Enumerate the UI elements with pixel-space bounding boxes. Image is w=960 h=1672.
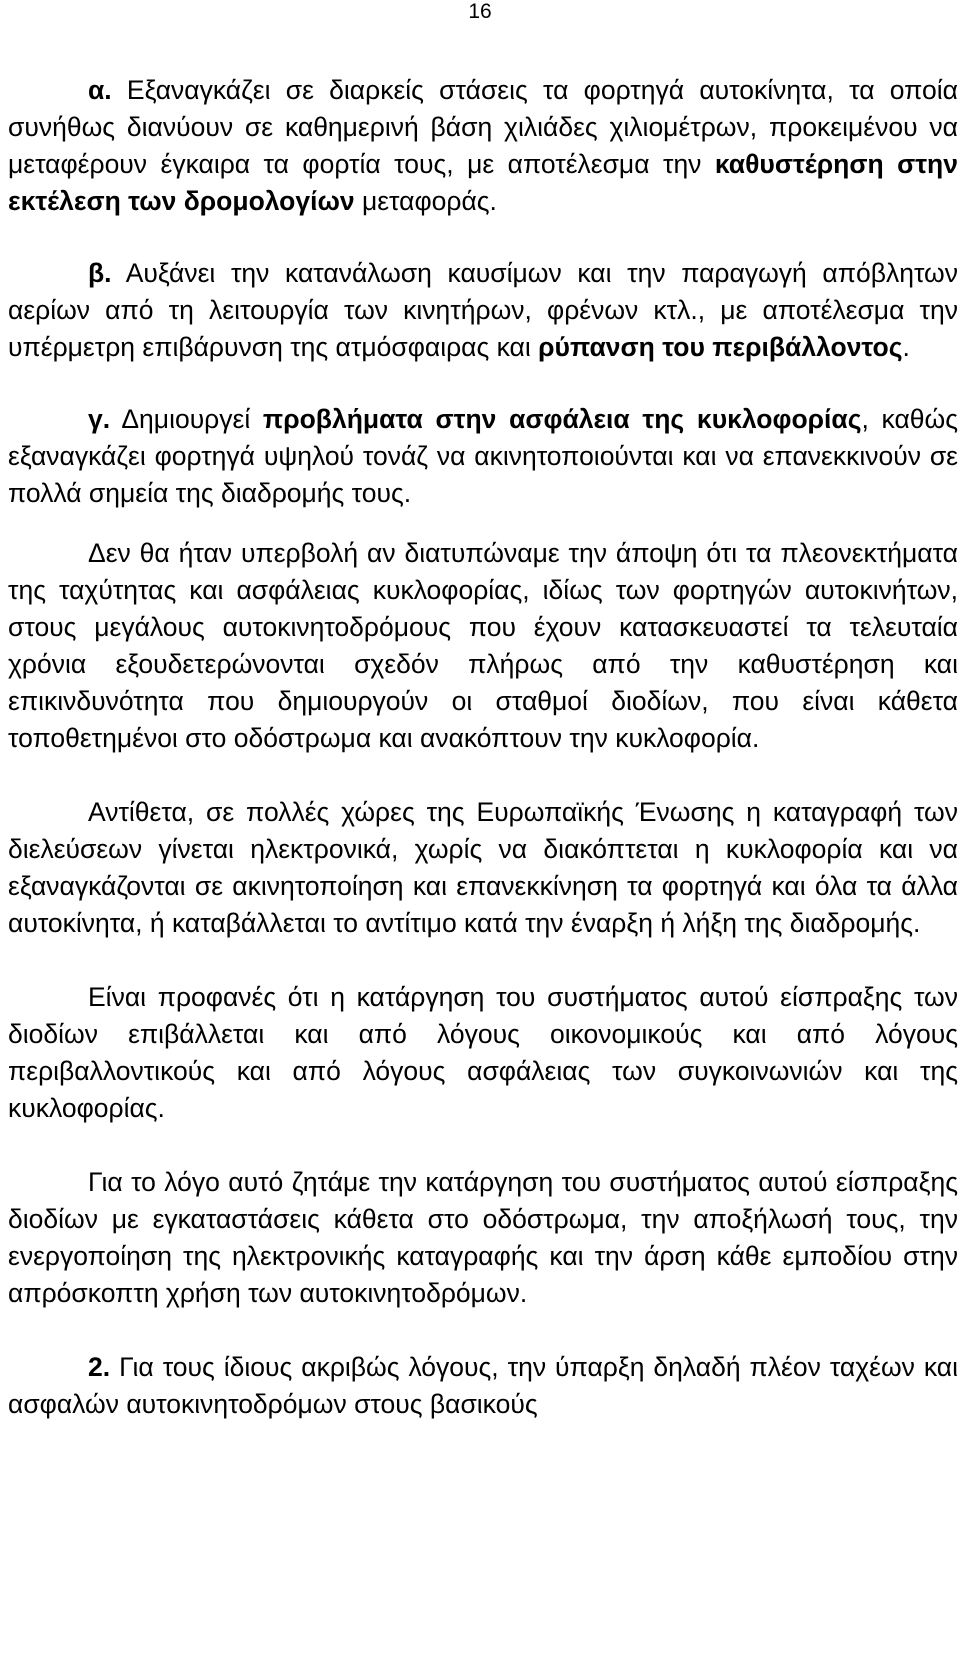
document-body: [8, 72, 958, 1423]
item-2-text: Για τους ίδιους ακριβώς λόγους, την ύπαρξη δηλαδή πλέον ταχέων και ασφαλών αυτοκινητοδρόμων στους βασικούς: [8, 1352, 958, 1419]
item-a-text-start: Εξαναγκάζει σε διαρκείς στάσεις τα φορτηγά αυτοκίνητα, τα οποία συνήθως διανύουν σε καθημερινή βάση χιλιάδες χιλιομέτρων, προκειμένου να μεταφέρουν έγκαιρα τα φορτία τους, με αποτέλεσμα την: [8, 75, 958, 179]
item-c-text-start: Δημιουργεί: [110, 404, 263, 434]
list-item-b: [8, 255, 958, 366]
page-number: 16: [468, 0, 492, 23]
item-a-bold-text: καθυστέρηση στην εκτέλεση των δρομολογίων: [8, 149, 958, 216]
item-c-marker: γ.: [88, 404, 111, 434]
item-2-marker: 2.: [88, 1352, 111, 1382]
paragraph-2: Αντίθετα, σε πολλές χώρες της Ευρωπαϊκής Ένωσης η καταγραφή των διελεύσεων γίνεται ηλεκτρονικά, χωρίς να διακόπτεται η κυκλοφορία και να εξαναγκάζονται σε ακινητοποίηση και επανεκκίνηση τα φορτηγά και όλα τα άλλα αυτοκίνητα, ή καταβάλλεται το αντίτιμο κατά την έναρξη ή λήξη της διαδρομής.: [8, 797, 958, 938]
item-b-text-start: Αυξάνει την κατανάλωση καυσίμων και την παραγωγή απόβλητων αερίων από τη λειτουργία των κινητήρων, φρένων κτλ., με αποτέλεσμα την υπέρμετρη επιβάρυνση της ατμόσφαιρας και: [8, 258, 958, 362]
item-b-bold-text: ρύπανση του περιβάλλοντος: [538, 332, 903, 362]
list-item-c: [8, 401, 958, 512]
item-b-text-end: .: [902, 332, 910, 362]
list-item-a: [8, 72, 958, 220]
paragraph-3: Είναι προφανές ότι η κατάργηση του συστήματος αυτού είσπραξης των διοδίων επιβάλλεται και από λόγους οικονομικούς και από λόγους περιβαλλοντικούς και από λόγους ασφάλειας των συγκοινωνιών και της κυκλοφορίας.: [8, 982, 958, 1123]
list-item-2: [8, 1349, 958, 1423]
item-c-bold-text: προβλήματα στην ασφάλεια της κυκλοφορίας: [262, 404, 862, 434]
item-a-marker: α.: [88, 75, 112, 105]
item-b-marker: β.: [88, 258, 112, 288]
item-a-text-end: μεταφοράς.: [354, 186, 497, 216]
item-c-text-end: , καθώς εξαναγκάζει φορτηγά υψηλού τονάζ να ακινητοποιούνται και να επανεκκινούν σε πολλά σημεία της διαδρομής τους.: [8, 404, 959, 508]
paragraph-1: Δεν θα ήταν υπερβολή αν διατυπώναμε την άποψη ότι τα πλεονεκτήματα της ταχύτητας και ασφάλειας κυκλοφορίας, ιδίως των φορτηγών αυτοκινήτων, στους μεγάλους αυτοκινητοδρόμους που έχουν κατασκευαστεί τα τελευταία χρόνια εξουδετερώνονται σχεδόν πλήρως από την καθυστέρηση και επικινδυνότητα που δημιουργούν οι σταθμοί διοδίων, που είναι κάθετα τοποθετημένοι στο οδόστρωμα και ανακόπτουν την κυκλοφορία.: [8, 538, 958, 753]
paragraph-4: Για το λόγο αυτό ζητάμε την κατάργηση του συστήματος αυτού είσπραξης διοδίων με εγκαταστάσεις κάθετα στο οδόστρωμα, την αποξήλωσή τους, την ενεργοποίηση της ηλεκτρονικής καταγραφής και την άρση κάθε εμποδίου στην απρόσκοπτη χρήση των αυτοκινητοδρόμων.: [8, 1167, 958, 1308]
